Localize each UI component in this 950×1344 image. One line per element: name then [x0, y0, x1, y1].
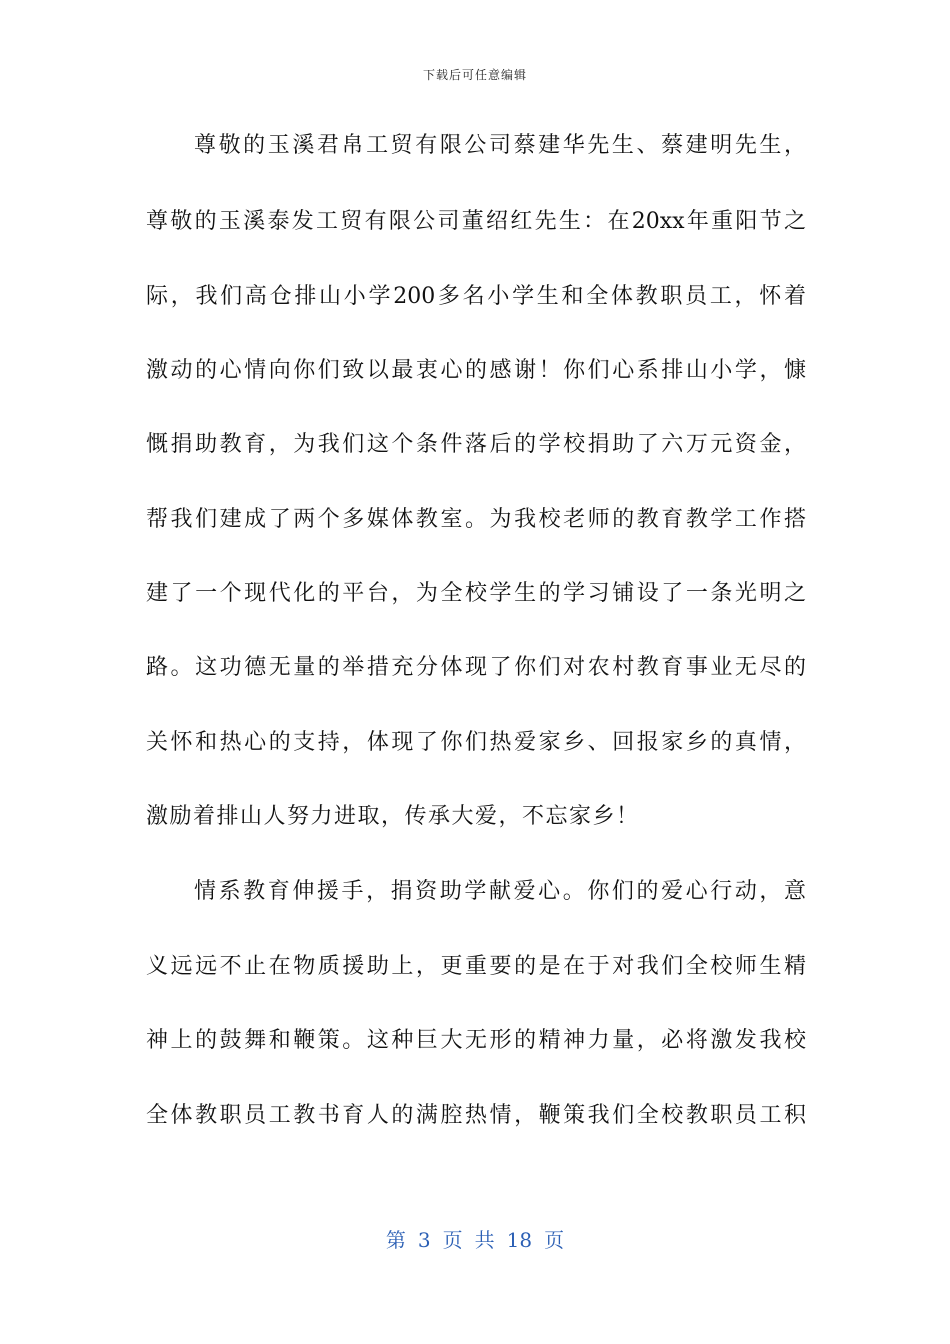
- total-pages-number: 18: [506, 1228, 533, 1252]
- header-note: 下载后可任意编辑: [422, 68, 527, 82]
- footer-gong: 共: [474, 1228, 495, 1252]
- footer-di: 第: [385, 1228, 406, 1252]
- body-line: 尊敬的玉溪君帛工贸有限公司蔡建华先生、蔡建明先生，: [194, 133, 806, 158]
- body-line: 激动的心情向你们致以最衷心的感谢！你们心系排山小学，慷: [146, 358, 806, 383]
- body-line-paragraph-end: 激励着排山人努力进取，传承大爱，不忘家乡！: [146, 804, 640, 829]
- body-line: 全体教职员工教书育人的满腔热情，鞭策我们全校教职员工积: [146, 1103, 806, 1128]
- body-line: 神上的鼓舞和鞭策。这种巨大无形的精神力量，必将激发我校: [146, 1028, 806, 1053]
- body-line: 路。这功德无量的举措充分体现了你们对农村教育事业无尽的: [146, 655, 806, 680]
- body-line: 关怀和热心的支持，体现了你们热爱家乡、回报家乡的真情，: [146, 730, 806, 755]
- body-line: 帮我们建成了两个多媒体教室。为我校老师的教育教学工作搭: [146, 507, 806, 532]
- footer-ye: 页: [544, 1228, 565, 1252]
- page-footer: [0, 1224, 950, 1253]
- body-line: 情系教育伸援手，捐资助学献爱心。你们的爱心行动，意: [194, 879, 806, 904]
- body-line: 慨捐助教育，为我们这个条件落后的学校捐助了六万元资金，: [146, 432, 806, 457]
- current-page-number: 3: [417, 1228, 431, 1252]
- footer-ye: 页: [442, 1228, 463, 1252]
- body-line: 建了一个现代化的平台，为全校学生的学习铺设了一条光明之: [146, 581, 806, 606]
- body-line: 尊敬的玉溪泰发工贸有限公司董绍红先生：在20xx年重阳节之: [146, 209, 806, 234]
- body-line: 际，我们高仓排山小学200多名小学生和全体教职员工，怀着: [146, 284, 806, 309]
- body-line: 义远远不止在物质援助上，更重要的是在于对我们全校师生精: [146, 954, 806, 979]
